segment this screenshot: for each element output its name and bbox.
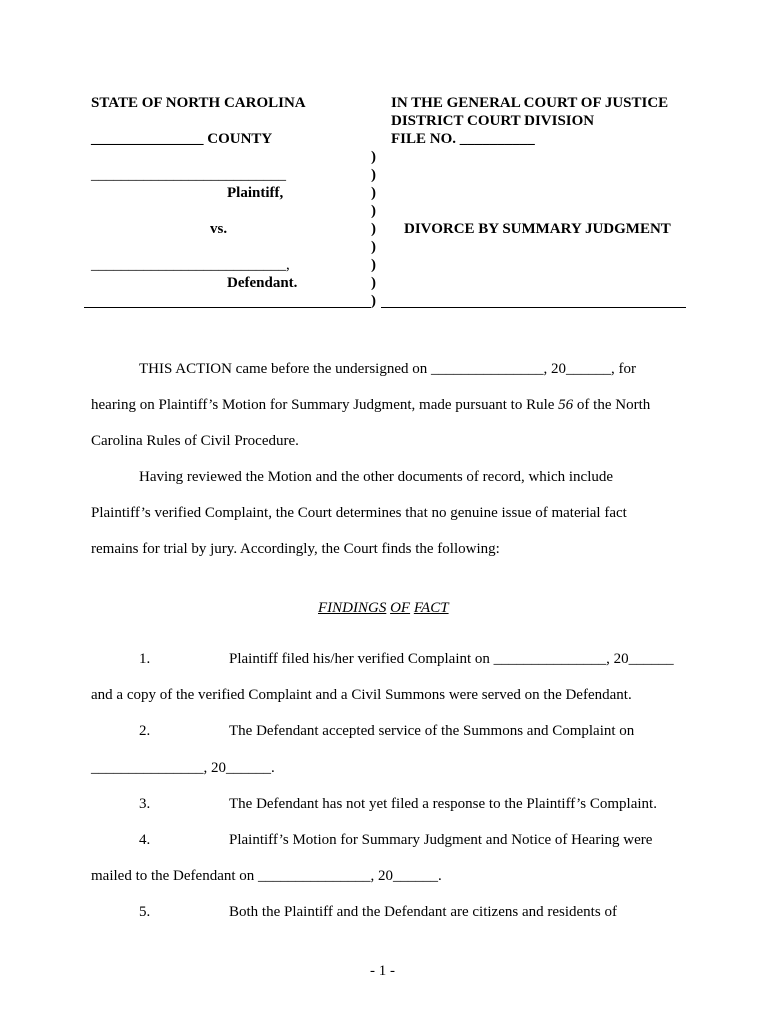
page-number: - 1 - <box>370 963 395 979</box>
finding-1-line-1: Plaintiff filed his/her verified Complaint on _______________, 20______ <box>229 651 674 667</box>
finding-4-number: 4. <box>139 832 151 848</box>
paren: ) <box>371 239 376 255</box>
finding-4-line-1: Plaintiff’s Motion for Summary Judgment and Notice of Hearing were <box>229 832 653 848</box>
finding-5-number: 5. <box>139 904 151 920</box>
court-heading-line2: DISTRICT COURT DIVISION <box>391 113 595 129</box>
file-number: FILE NO. __________ <box>391 131 535 147</box>
defendant-label: Defendant. <box>227 275 298 291</box>
plaintiff-name-blank: __________________________ <box>91 167 286 183</box>
finding-1-line-2: and a copy of the verified Complaint and a Civil Summons were served on the Defendant. <box>91 687 632 703</box>
versus-label: vs. <box>210 221 228 237</box>
paragraph-1-line-3: Carolina Rules of Civil Procedure. <box>91 433 299 449</box>
paren: ) <box>371 275 376 291</box>
court-heading-line1: IN THE GENERAL COURT OF JUSTICE <box>391 95 669 111</box>
paragraph-2-line-2: Plaintiff’s verified Complaint, the Court determines that no genuine issue of material fact <box>91 505 627 521</box>
plaintiff-label: Plaintiff, <box>227 185 284 201</box>
caption-rule-left <box>84 307 371 308</box>
paren: ) <box>371 221 376 237</box>
state-heading: STATE OF NORTH CAROLINA <box>91 95 306 111</box>
finding-2-line-1: The Defendant accepted service of the Summons and Complaint on <box>229 723 635 739</box>
county-line: _______________ COUNTY <box>91 131 273 147</box>
caption-rule-right <box>381 307 686 308</box>
paren: ) <box>371 203 376 219</box>
document-title: DIVORCE BY SUMMARY JUDGMENT <box>404 221 671 237</box>
rule-number: 56 <box>558 397 574 413</box>
finding-5-line-1: Both the Plaintiff and the Defendant are citizens and residents of <box>229 904 617 920</box>
finding-4-line-2: mailed to the Defendant on _______________, 20______. <box>91 868 442 884</box>
paren: ) <box>371 293 376 309</box>
paragraph-1-line-2: hearing on Plaintiff’s Motion for Summary Judgment, made pursuant to Rule 56 of the North <box>91 397 651 413</box>
paren: ) <box>371 149 376 165</box>
finding-3-number: 3. <box>139 796 151 812</box>
finding-3-line-1: The Defendant has not yet filed a response to the Plaintiff’s Complaint. <box>229 796 657 812</box>
finding-2-number: 2. <box>139 723 151 739</box>
paragraph-2-line-1: Having reviewed the Motion and the other documents of record, which include <box>139 469 614 485</box>
finding-2-line-2: _______________, 20______. <box>91 760 275 776</box>
paren: ) <box>371 185 376 201</box>
paragraph-2-line-3: remains for trial by jury. Accordingly, the Court finds the following: <box>91 541 500 557</box>
findings-heading: FINDINGS OF FACT <box>318 600 449 616</box>
finding-1-number: 1. <box>139 651 151 667</box>
paren: ) <box>371 257 376 273</box>
paragraph-1-line-1: THIS ACTION came before the undersigned on _______________, 20______, for <box>139 361 636 377</box>
paren: ) <box>371 167 376 183</box>
defendant-name-blank: __________________________, <box>91 257 290 273</box>
